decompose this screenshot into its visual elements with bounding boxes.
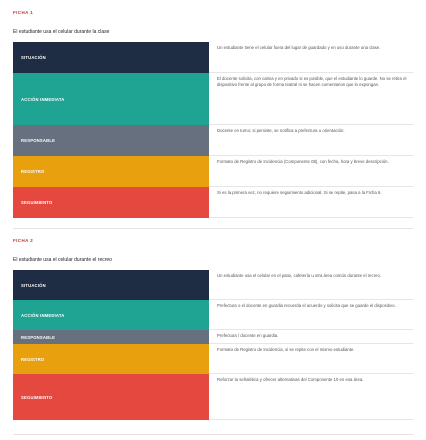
stage-description: Formato de Registro de Incidencia, si se repite con el mismo estudiante. <box>209 344 413 374</box>
stage-label: RESPONSABLE <box>13 125 209 156</box>
table-row-seguimiento <box>13 187 413 218</box>
section-divider <box>13 228 413 229</box>
stage-label: SEGUIMIENTO <box>13 187 209 218</box>
stage-label: ACCIÓN INMEDIATA <box>13 300 209 330</box>
stage-label: ACCIÓN INMEDIATA <box>13 73 209 125</box>
stage-description: Prefectura o el docente en guardia recuerda el acuerdo y solicita que se guarde el dispositivo. <box>209 300 413 330</box>
stage-description: Si es la primera vez, no requiere seguimiento adicional. Si se repite, pasa a la Ficha 6. <box>209 187 413 218</box>
ficha-title: El estudiante usa el celular durante la clase <box>13 29 110 35</box>
stage-description: Prefectura / docente en guardia. <box>209 330 413 344</box>
stage-description: Reforzar la señalética y ofrecer alternativas del Componente 10 en esa área. <box>209 374 413 420</box>
ficha-label: FICHA 1 <box>13 10 34 15</box>
table-row-responsable <box>13 125 413 156</box>
ficha-title: El estudiante usa el celular durante el recreo <box>13 257 112 263</box>
stage-label: REGISTRO <box>13 156 209 187</box>
table-row-seguimiento <box>13 374 413 420</box>
stage-label: SEGUIMIENTO <box>13 374 209 420</box>
table-row-situacion <box>13 270 413 300</box>
section-divider <box>13 434 413 435</box>
table-row-situacion <box>13 42 413 73</box>
stage-label: REGISTRO <box>13 344 209 374</box>
stage-description: Un estudiante tiene el celular fuera del lugar de guardado y en uso durante una clase. <box>209 42 413 73</box>
table-row-registro <box>13 344 413 374</box>
table-row-responsable <box>13 330 413 344</box>
table-row-accion-inmediata <box>13 73 413 125</box>
ficha-label: FICHA 2 <box>13 238 34 243</box>
stage-description: Formato de Registro de Incidencia (Componente 08), con fecha, hora y breve descripción. <box>209 156 413 187</box>
stage-label: SITUACIÓN <box>13 270 209 300</box>
stage-label: SITUACIÓN <box>13 42 209 73</box>
stage-description: Un estudiante usa el celular en el patio, cafetería u otra área común durante el recreo. <box>209 270 413 300</box>
stage-description: El docente solicita, con calma y en privado si es posible, que el estudiante lo guarde. No se retira el dispositivo frente al grupo de forma teatral ni se hacen comentarios que lo expongan. <box>209 73 413 125</box>
table-row-accion-inmediata <box>13 300 413 330</box>
stage-label: RESPONSABLE <box>13 330 209 344</box>
stage-description: Docente en turno; si persiste, se notifica a prefectura u orientación. <box>209 125 413 156</box>
table-row-registro <box>13 156 413 187</box>
